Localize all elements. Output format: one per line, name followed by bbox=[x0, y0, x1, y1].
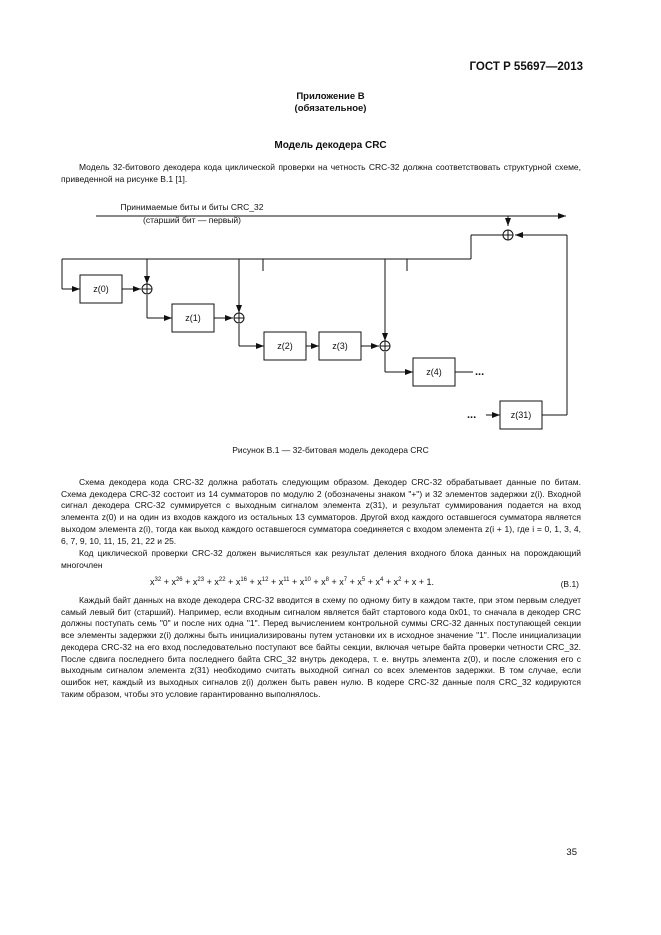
ellipsis-before-z31: ... bbox=[467, 409, 477, 421]
adder-2 bbox=[234, 313, 244, 323]
section-title: Модель декодера CRC bbox=[274, 140, 387, 151]
label-z1: z(1) bbox=[185, 313, 201, 323]
adder-1 bbox=[142, 284, 152, 294]
label-z0: z(0) bbox=[93, 284, 109, 294]
input-label-line2: (старший бит — первый) bbox=[142, 215, 242, 225]
appendix-title: Приложение В bbox=[296, 91, 365, 102]
paragraph-operation: Схема декодера кода CRC-32 должна работать следующим образом. Декодер CRC-32 обрабатывает данные по битам. Схема декодера CRC-32 состоит из 14 сумматоров по модулю 2 (обозначены знаком "+") и 32 элементов задержки z(i). Входной сигнал декодера CRC-32 суммируется с выходным сигналом элемента z(31), и результат суммирования подается на вход элемента z(0) и на один из входов каждого из остальных 13 сумматоров. Другой вход каждого оставшегося сумматора является выходом элемента z(i), тогда как выход каждого оставшегося сумматора соединяется с входом элемента z(i + 1), где i = 0, 1, 3, 4, 6, 7, 9, 10, 11, 15, 21, 22 и 25. bbox=[61, 477, 581, 546]
label-z31: z(31) bbox=[510, 410, 532, 420]
generator-polynomial: $x^{32} + x^{26} + x^{23} + x^{22} + x^{16} + x^{12} + x^{11} + x^{10} + x^8 + x^7 + x^5 + x^4 + x^2 + x + 1$. bbox=[150, 577, 434, 587]
appendix-status: (обязательное) bbox=[294, 103, 367, 114]
standard-header: ГОСТ Р 55697—2013 bbox=[469, 61, 583, 73]
paragraph-polynomial-intro: Код циклической проверки CRC-32 должен вычисляться как результат деления входного блока данных на порождающий многочлен bbox=[61, 548, 581, 570]
paragraph-byte-processing: Каждый байт данных на входе декодера CRC-32 вводится в схему по одному биту в каждом такте, при этом первым следует самый левый бит (старший). Например, если входным сигналом является байт стартового кода 0x01, то сначала в декодер CRC должны поступать семь "0" и после них одна "1". Перед вычислением контрольной суммы CRC-32 данных поступающей секции все элементы задержки z(i) должны быть инициализированы путем установки их в исходное значение "1". После инициализации декодера CRC-32 на его вход последовательно поступают все байты секции, включая четыре байта проверки четности CRC_32. После сдвига последнего бита последнего байта CRC_32 внутрь декодера, т. е. внутрь элемента z(0), и после сложения его с выходным сигналом элемента z(31) необходимо считать выходной сигнал со всех элементов задержки. В том случае, если ошибок нет, каждый из выходных сигналов z(i) должен быть равен нулю. В кодере CRC-32 данные поля CRC_32 кодируются таким образом, чтобы это условие гарантированно выполнялось. bbox=[61, 595, 581, 699]
page-number: 35 bbox=[566, 847, 577, 858]
label-z2: z(2) bbox=[277, 341, 293, 351]
equation-number: (В.1) bbox=[560, 579, 579, 589]
figure-caption: Рисунок В.1 — 32-битовая модель декодера CRC bbox=[232, 445, 429, 455]
label-z4: z(4) bbox=[426, 367, 442, 377]
adder-3 bbox=[380, 341, 390, 351]
label-z3: z(3) bbox=[332, 341, 348, 351]
ellipsis-after-z4: ... bbox=[475, 366, 485, 378]
input-label-line1: Принимаемые биты и биты CRC_32 bbox=[120, 202, 264, 212]
adder-top bbox=[503, 230, 513, 240]
intro-paragraph: Модель 32-битового декодера кода циклической проверки на четность CRC-32 должна соответствовать структурной схеме, приведенной на рисунке В.1 [1]. bbox=[61, 162, 581, 184]
